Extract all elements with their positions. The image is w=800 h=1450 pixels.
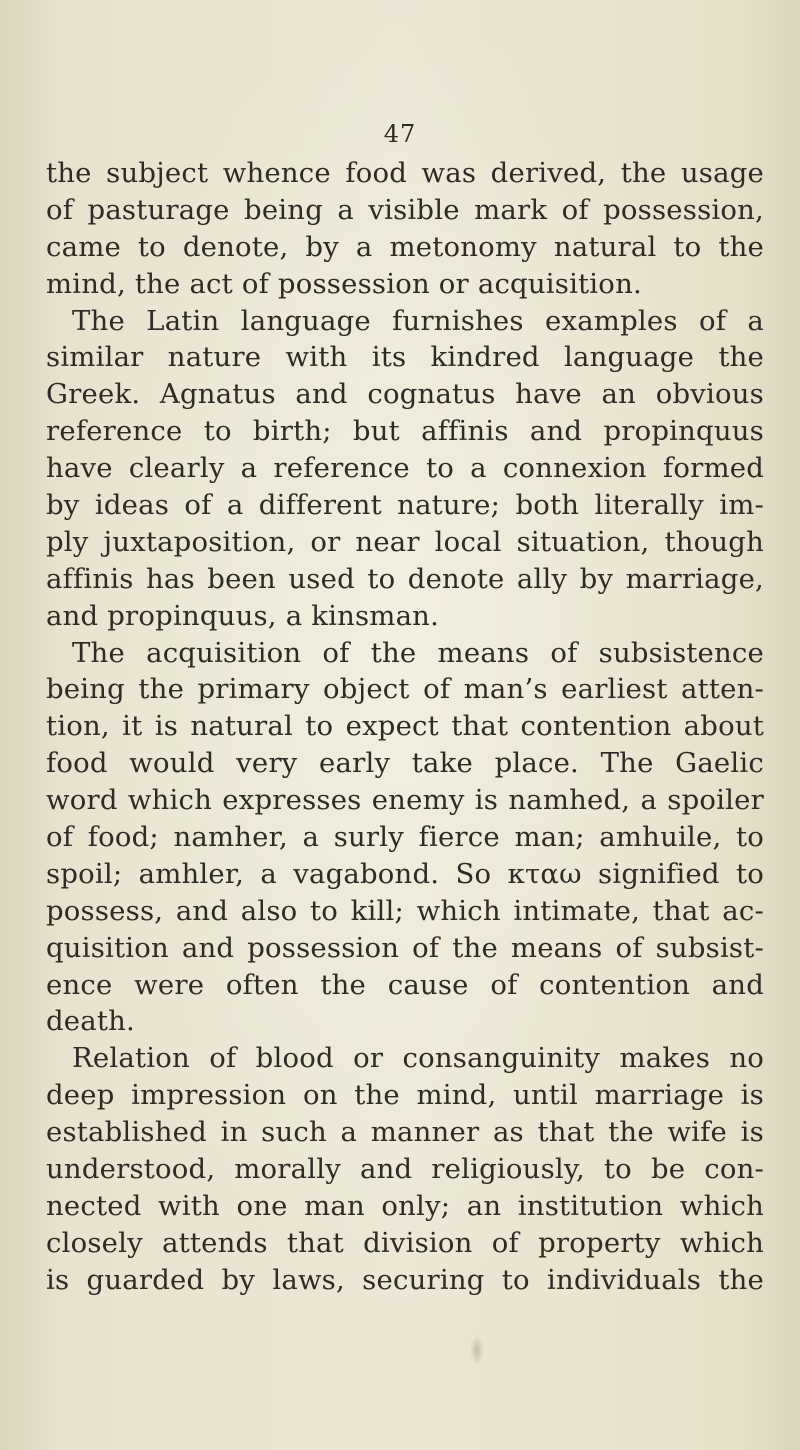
text-line: have clearly a reference to a connexion formed — [46, 452, 764, 485]
text-line: quisition and possession of the means of subsist- — [46, 931, 764, 964]
ink-smudge — [470, 1335, 484, 1365]
text-line: deep impression on the mind, until marriage is — [46, 1079, 764, 1112]
text-line: ply juxtaposition, or near local situation, though — [46, 525, 764, 558]
page-number: 47 — [383, 120, 417, 148]
text-line: of food; namher, a surly fierce man; amhuile, to — [46, 821, 764, 854]
text-line: spoil; amhler, a vagabond. So κταω signified to — [46, 857, 764, 890]
text-line: Relation of blood or consanguinity makes no — [72, 1042, 764, 1075]
text-line: word which expresses enemy is namhed, a spoiler — [46, 784, 764, 817]
text-line: nected with one man only; an institution which — [46, 1189, 764, 1222]
text-line: ence were often the cause of contention and — [46, 968, 764, 1001]
paragraph-4 — [46, 1040, 764, 1298]
text-line: Greek. Agnatus and cognatus have an obvious — [46, 378, 764, 411]
text-line: closely attends that division of property which — [46, 1226, 764, 1259]
paragraph-2 — [46, 303, 764, 635]
text-line: and propinquus, a kinsman. — [46, 599, 440, 632]
text-line: is guarded by laws, securing to individuals the — [46, 1263, 764, 1296]
text-line: possess, and also to kill; which intimate, that ac- — [46, 894, 764, 927]
text-line: understood, morally and religiously, to be con- — [46, 1153, 764, 1186]
body-text — [46, 155, 764, 1299]
text-line: being the primary object of man’s earliest atten- — [46, 673, 764, 706]
text-line: food would very early take place. The Gaelic — [46, 747, 764, 780]
text-line: came to denote, by a metonomy natural to the — [46, 230, 764, 263]
text-line: the subject whence food was derived, the usage — [46, 157, 764, 189]
text-line: The Latin language furnishes examples of a — [72, 304, 764, 337]
paragraph-3 — [46, 635, 764, 1041]
text-line: The acquisition of the means of subsistence — [72, 636, 764, 669]
text-line: of pasturage being a visible mark of possession, — [46, 193, 764, 226]
text-line: reference to birth; but affinis and propinquus — [46, 415, 764, 448]
text-line: similar nature with its kindred language the — [46, 341, 764, 374]
text-line: death. — [46, 1005, 135, 1038]
text-line: by ideas of a different nature; both literally im- — [46, 489, 764, 522]
text-line: mind, the act of possession or acquisition. — [46, 267, 642, 300]
paragraph-1 — [46, 155, 764, 303]
text-line: tion, it is natural to expect that contention about — [46, 710, 764, 743]
text-line: established in such a manner as that the wife is — [46, 1116, 764, 1149]
text-line: affinis has been used to denote ally by marriage, — [46, 562, 764, 595]
